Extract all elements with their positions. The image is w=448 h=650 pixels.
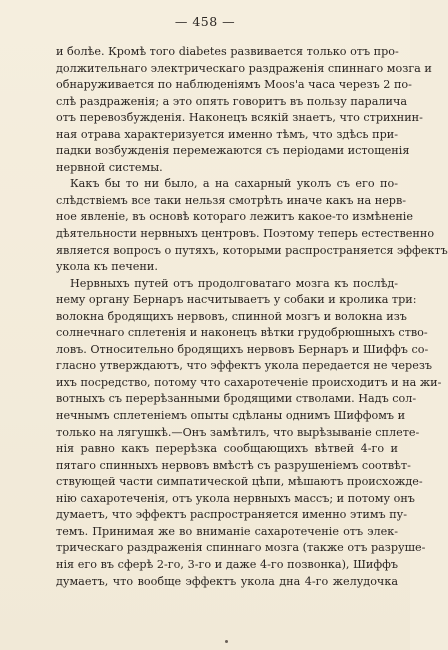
page-number: — 458 — bbox=[174, 14, 236, 29]
paragraph-2 bbox=[56, 176, 448, 275]
text-line: ихъ посредство, потому что сахаротеченіе происходитъ и на жи- bbox=[56, 375, 442, 389]
ink-dot bbox=[225, 640, 228, 643]
text-line: нервной системы. bbox=[56, 160, 163, 174]
text-line: нія его въ сферѣ 2-го, 3-го и даже 4-го позвонка), Шиффъ bbox=[56, 557, 398, 571]
text-line: укола къ печени. bbox=[56, 260, 158, 274]
text-line: Нервныхъ путей отъ продолговатаго мозга къ послѣд- bbox=[70, 276, 398, 290]
text-line: обнаруживается по наблюденіямъ Moos'a часа черезъ 2 по- bbox=[56, 78, 412, 92]
paragraph-3 bbox=[56, 276, 442, 590]
text-line: и болѣе. Кромѣ того diabetes развивается только отъ про- bbox=[56, 45, 399, 58]
text-line: дѣятельности нервныхъ центровъ. Поэтому теперь естественно bbox=[56, 227, 435, 241]
text-line: солнечнаго сплетенія и наконецъ вѣтки грудобрюшныхъ ство- bbox=[56, 326, 428, 340]
text-line: ствующей части симпатической цѣпи, мѣшаютъ происхожде- bbox=[56, 475, 423, 489]
text-line: слѣ раздраженія; а это опять говоритъ въ пользу паралича bbox=[56, 94, 408, 108]
text-line: думаетъ, что вообще эффектъ укола дна 4-го желудочка bbox=[56, 574, 398, 588]
text-line: вотныхъ съ перерѣзанными бродящими стволами. Надъ сол- bbox=[56, 392, 417, 406]
text-line: нему органу Бернаръ насчитываетъ у собаки и кролика три: bbox=[56, 293, 417, 307]
text-line: Какъ бы то ни было, а на сахарный уколъ съ его по- bbox=[70, 177, 398, 191]
text-line: нія равно какъ перерѣзка сообщающихъ вѣтвей 4-го и bbox=[56, 442, 398, 456]
text-line: ловъ. Относительно бродящихъ нервовъ Бернаръ и Шиффъ со- bbox=[56, 342, 429, 356]
text-line: гласно утверждаютъ, что эффектъ укола передается не черезъ bbox=[56, 359, 433, 373]
text-line: думаетъ, что эффектъ распространяется именно этимъ пу- bbox=[56, 508, 408, 522]
body-text bbox=[56, 44, 448, 590]
text-line: волокна бродящихъ нервовъ, спинной мозгъ и волокна изъ bbox=[56, 309, 407, 323]
text-line: является вопросъ о путяхъ, которыми распространяется эффектъ bbox=[56, 243, 448, 257]
text-line: отъ перевозбужденія. Наконецъ всякій знаетъ, что стрихнин- bbox=[56, 111, 423, 125]
paragraph-1 bbox=[56, 44, 432, 176]
text-line: нію сахаротеченія, отъ укола нервныхъ массъ; и потому онъ bbox=[56, 491, 415, 505]
text-line: падки возбужденія перемежаются съ періодами истощенія bbox=[56, 144, 410, 158]
text-line: трическаго раздраженія спиннаго мозга (также отъ разруше- bbox=[56, 541, 426, 555]
text-line: должительнаго электрическаго раздраженія спиннаго мозга и bbox=[56, 61, 432, 75]
text-line: слѣдствіемъ все таки нельзя смотрѣть иначе какъ на нерв- bbox=[56, 193, 407, 207]
text-line: нечнымъ сплетеніемъ опыты сдѣланы однимъ Шиффомъ и bbox=[56, 409, 406, 423]
text-line: ная отрава характеризуется именно тѣмъ, что здѣсь при- bbox=[56, 127, 398, 141]
text-line: пятаго спинныхъ нервовъ вмѣстѣ съ разрушеніемъ соотвѣт- bbox=[56, 458, 411, 472]
text-line: только на лягушкѣ.—Онъ замѣтилъ, что вырѣзываніе сплете- bbox=[56, 425, 420, 439]
text-line: ное явленіе, въ основѣ котораго лежитъ какое-то измѣненіе bbox=[56, 210, 413, 224]
text-line: темъ. Принимая же во вниманіе сахаротеченіе отъ элек- bbox=[56, 524, 398, 538]
